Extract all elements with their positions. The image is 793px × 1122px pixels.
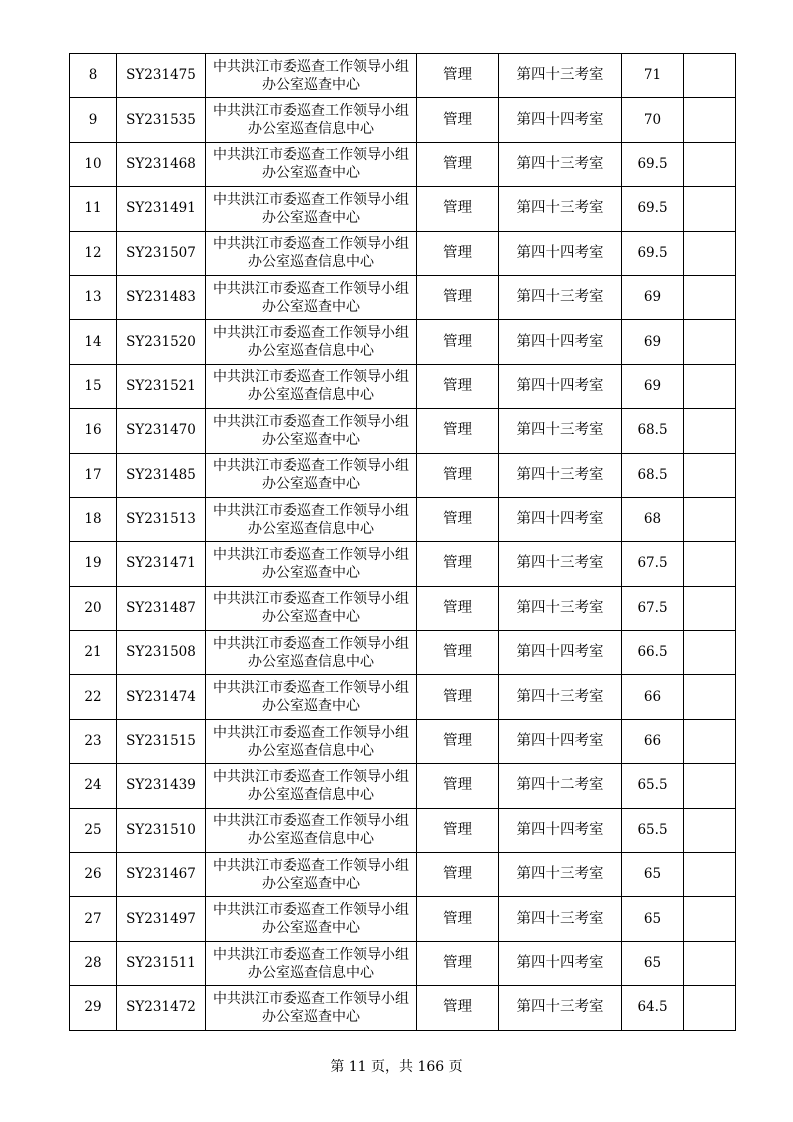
score-cell: 66.5 <box>622 631 684 675</box>
category-cell: 管理 <box>417 897 499 941</box>
row-number-cell: 11 <box>70 187 117 231</box>
row-number-cell: 18 <box>70 497 117 541</box>
category-cell: 管理 <box>417 187 499 231</box>
unit-line-1: 中共洪江市委巡查工作领导小组 <box>213 546 409 563</box>
unit-cell <box>206 453 417 497</box>
unit-cell <box>206 808 417 852</box>
category-cell: 管理 <box>417 320 499 364</box>
unit-line-2: 办公室巡查信息中心 <box>248 964 374 981</box>
exam-room-cell: 第四十三考室 <box>499 275 622 319</box>
table-row <box>70 364 736 408</box>
exam-room-cell: 第四十四考室 <box>499 941 622 985</box>
unit-line-2: 办公室巡查中心 <box>262 476 360 493</box>
unit-line-2: 办公室巡查中心 <box>262 920 360 937</box>
table-row <box>70 941 736 985</box>
results-table-body <box>70 54 736 1031</box>
page-footer: 第 11 页，共 166 页 <box>330 1059 463 1075</box>
category-cell: 管理 <box>417 98 499 142</box>
unit-line-2: 办公室巡查中心 <box>262 698 360 715</box>
exam-room-cell: 第四十四考室 <box>499 364 622 408</box>
unit-cell <box>206 631 417 675</box>
exam-room-cell: 第四十二考室 <box>499 764 622 808</box>
remark-cell <box>684 808 736 852</box>
score-cell: 68.5 <box>622 409 684 453</box>
score-cell: 70 <box>622 98 684 142</box>
exam-room-cell: 第四十三考室 <box>499 542 622 586</box>
unit-line-2: 办公室巡查信息中心 <box>248 387 374 404</box>
candidate-id-cell: SY231471 <box>117 542 206 586</box>
exam-room-cell: 第四十三考室 <box>499 54 622 98</box>
table-row <box>70 897 736 941</box>
unit-line-2: 办公室巡查信息中心 <box>248 742 374 759</box>
unit-cell <box>206 542 417 586</box>
candidate-id-cell: SY231511 <box>117 941 206 985</box>
candidate-id-cell: SY231470 <box>117 409 206 453</box>
unit-line-2: 办公室巡查信息中心 <box>248 653 374 670</box>
unit-cell <box>206 142 417 186</box>
score-cell: 67.5 <box>622 586 684 630</box>
unit-cell <box>206 719 417 763</box>
exam-room-cell: 第四十三考室 <box>499 409 622 453</box>
remark-cell <box>684 98 736 142</box>
exam-room-cell: 第四十四考室 <box>499 808 622 852</box>
candidate-id-cell: SY231491 <box>117 187 206 231</box>
row-number-cell: 10 <box>70 142 117 186</box>
row-number-cell: 15 <box>70 364 117 408</box>
score-cell: 68 <box>622 497 684 541</box>
table-row <box>70 853 736 897</box>
exam-room-cell: 第四十三考室 <box>499 187 622 231</box>
row-number-cell: 8 <box>70 54 117 98</box>
score-cell: 67.5 <box>622 542 684 586</box>
exam-room-cell: 第四十四考室 <box>499 631 622 675</box>
remark-cell <box>684 764 736 808</box>
unit-line-1: 中共洪江市委巡查工作领导小组 <box>213 191 409 208</box>
exam-room-cell: 第四十三考室 <box>499 897 622 941</box>
unit-line-1: 中共洪江市委巡查工作领导小组 <box>213 724 409 741</box>
category-cell: 管理 <box>417 764 499 808</box>
unit-line-2: 办公室巡查信息中心 <box>248 831 374 848</box>
exam-room-cell: 第四十三考室 <box>499 453 622 497</box>
row-number-cell: 27 <box>70 897 117 941</box>
table-row <box>70 631 736 675</box>
remark-cell <box>684 54 736 98</box>
score-cell: 69 <box>622 320 684 364</box>
unit-line-2: 办公室巡查中心 <box>262 609 360 626</box>
row-number-cell: 14 <box>70 320 117 364</box>
category-cell: 管理 <box>417 497 499 541</box>
category-cell: 管理 <box>417 142 499 186</box>
candidate-id-cell: SY231510 <box>117 808 206 852</box>
score-cell: 69.5 <box>622 187 684 231</box>
row-number-cell: 21 <box>70 631 117 675</box>
unit-line-2: 办公室巡查中心 <box>262 1008 360 1025</box>
category-cell: 管理 <box>417 275 499 319</box>
exam-room-cell: 第四十四考室 <box>499 719 622 763</box>
category-cell: 管理 <box>417 364 499 408</box>
exam-room-cell: 第四十四考室 <box>499 497 622 541</box>
score-cell: 71 <box>622 54 684 98</box>
row-number-cell: 28 <box>70 941 117 985</box>
remark-cell <box>684 453 736 497</box>
table-row <box>70 497 736 541</box>
unit-line-2: 办公室巡查中心 <box>262 875 360 892</box>
score-cell: 66 <box>622 719 684 763</box>
unit-cell <box>206 409 417 453</box>
unit-cell <box>206 497 417 541</box>
unit-cell <box>206 986 417 1030</box>
candidate-id-cell: SY231535 <box>117 98 206 142</box>
unit-cell <box>206 853 417 897</box>
row-number-cell: 25 <box>70 808 117 852</box>
table-row <box>70 409 736 453</box>
table-row <box>70 542 736 586</box>
unit-line-1: 中共洪江市委巡查工作领导小组 <box>213 635 409 652</box>
candidate-id-cell: SY231475 <box>117 54 206 98</box>
unit-cell <box>206 98 417 142</box>
score-cell: 65 <box>622 897 684 941</box>
score-cell: 66 <box>622 675 684 719</box>
unit-line-1: 中共洪江市委巡查工作领导小组 <box>213 502 409 519</box>
row-number-cell: 23 <box>70 719 117 763</box>
score-cell: 69 <box>622 364 684 408</box>
unit-cell <box>206 54 417 98</box>
unit-line-1: 中共洪江市委巡查工作领导小组 <box>213 857 409 874</box>
unit-line-2: 办公室巡查中心 <box>262 564 360 581</box>
unit-line-1: 中共洪江市委巡查工作领导小组 <box>213 58 409 75</box>
score-cell: 69 <box>622 275 684 319</box>
unit-line-1: 中共洪江市委巡查工作领导小组 <box>213 990 409 1007</box>
candidate-id-cell: SY231520 <box>117 320 206 364</box>
unit-line-2: 办公室巡查中心 <box>262 165 360 182</box>
table-row <box>70 54 736 98</box>
unit-cell <box>206 941 417 985</box>
exam-room-cell: 第四十三考室 <box>499 586 622 630</box>
category-cell: 管理 <box>417 631 499 675</box>
score-cell: 68.5 <box>622 453 684 497</box>
category-cell: 管理 <box>417 542 499 586</box>
unit-cell <box>206 675 417 719</box>
table-row <box>70 187 736 231</box>
category-cell: 管理 <box>417 409 499 453</box>
score-cell: 69.5 <box>622 231 684 275</box>
table-row <box>70 275 736 319</box>
category-cell: 管理 <box>417 941 499 985</box>
remark-cell <box>684 542 736 586</box>
candidate-id-cell: SY231485 <box>117 453 206 497</box>
category-cell: 管理 <box>417 808 499 852</box>
unit-cell <box>206 586 417 630</box>
exam-room-cell: 第四十四考室 <box>499 98 622 142</box>
table-row <box>70 808 736 852</box>
candidate-id-cell: SY231472 <box>117 986 206 1030</box>
remark-cell <box>684 719 736 763</box>
remark-cell <box>684 409 736 453</box>
table-row <box>70 142 736 186</box>
remark-cell <box>684 320 736 364</box>
category-cell: 管理 <box>417 986 499 1030</box>
candidate-id-cell: SY231515 <box>117 719 206 763</box>
remark-cell <box>684 675 736 719</box>
score-cell: 65.5 <box>622 764 684 808</box>
candidate-id-cell: SY231507 <box>117 231 206 275</box>
unit-line-2: 办公室巡查信息中心 <box>248 254 374 271</box>
category-cell: 管理 <box>417 853 499 897</box>
unit-line-1: 中共洪江市委巡查工作领导小组 <box>213 280 409 297</box>
unit-line-1: 中共洪江市委巡查工作领导小组 <box>213 147 409 164</box>
unit-cell <box>206 764 417 808</box>
row-number-cell: 13 <box>70 275 117 319</box>
unit-line-2: 办公室巡查信息中心 <box>248 520 374 537</box>
table-row <box>70 320 736 364</box>
row-number-cell: 16 <box>70 409 117 453</box>
exam-room-cell: 第四十三考室 <box>499 142 622 186</box>
remark-cell <box>684 187 736 231</box>
remark-cell <box>684 897 736 941</box>
unit-cell <box>206 275 417 319</box>
table-row <box>70 986 736 1030</box>
row-number-cell: 26 <box>70 853 117 897</box>
unit-line-1: 中共洪江市委巡查工作领导小组 <box>213 946 409 963</box>
category-cell: 管理 <box>417 586 499 630</box>
unit-line-1: 中共洪江市委巡查工作领导小组 <box>213 103 409 120</box>
candidate-id-cell: SY231474 <box>117 675 206 719</box>
row-number-cell: 19 <box>70 542 117 586</box>
unit-line-2: 办公室巡查中心 <box>262 209 360 226</box>
row-number-cell: 9 <box>70 98 117 142</box>
unit-line-1: 中共洪江市委巡查工作领导小组 <box>213 325 409 342</box>
remark-cell <box>684 231 736 275</box>
results-table <box>69 53 736 1031</box>
category-cell: 管理 <box>417 719 499 763</box>
row-number-cell: 17 <box>70 453 117 497</box>
unit-line-1: 中共洪江市委巡查工作领导小组 <box>213 591 409 608</box>
unit-cell <box>206 231 417 275</box>
candidate-id-cell: SY231468 <box>117 142 206 186</box>
unit-line-2: 办公室巡查信息中心 <box>248 786 374 803</box>
score-cell: 64.5 <box>622 986 684 1030</box>
table-row <box>70 675 736 719</box>
candidate-id-cell: SY231521 <box>117 364 206 408</box>
candidate-id-cell: SY231513 <box>117 497 206 541</box>
score-cell: 65.5 <box>622 808 684 852</box>
row-number-cell: 24 <box>70 764 117 808</box>
row-number-cell: 20 <box>70 586 117 630</box>
unit-line-1: 中共洪江市委巡查工作领导小组 <box>213 813 409 830</box>
score-cell: 65 <box>622 853 684 897</box>
remark-cell <box>684 497 736 541</box>
candidate-id-cell: SY231508 <box>117 631 206 675</box>
table-row <box>70 453 736 497</box>
candidate-id-cell: SY231497 <box>117 897 206 941</box>
exam-room-cell: 第四十三考室 <box>499 853 622 897</box>
row-number-cell: 22 <box>70 675 117 719</box>
category-cell: 管理 <box>417 675 499 719</box>
remark-cell <box>684 986 736 1030</box>
score-cell: 65 <box>622 941 684 985</box>
exam-room-cell: 第四十三考室 <box>499 675 622 719</box>
category-cell: 管理 <box>417 453 499 497</box>
unit-line-1: 中共洪江市委巡查工作领导小组 <box>213 413 409 430</box>
remark-cell <box>684 941 736 985</box>
category-cell: 管理 <box>417 54 499 98</box>
score-cell: 69.5 <box>622 142 684 186</box>
remark-cell <box>684 586 736 630</box>
candidate-id-cell: SY231483 <box>117 275 206 319</box>
remark-cell <box>684 631 736 675</box>
unit-cell <box>206 364 417 408</box>
table-row <box>70 586 736 630</box>
category-cell: 管理 <box>417 231 499 275</box>
unit-line-1: 中共洪江市委巡查工作领导小组 <box>213 458 409 475</box>
row-number-cell: 12 <box>70 231 117 275</box>
unit-line-1: 中共洪江市委巡查工作领导小组 <box>213 680 409 697</box>
unit-line-2: 办公室巡查中心 <box>262 298 360 315</box>
table-row <box>70 764 736 808</box>
row-number-cell: 29 <box>70 986 117 1030</box>
candidate-id-cell: SY231439 <box>117 764 206 808</box>
unit-line-2: 办公室巡查中心 <box>262 76 360 93</box>
exam-room-cell: 第四十四考室 <box>499 320 622 364</box>
candidate-id-cell: SY231467 <box>117 853 206 897</box>
table-row <box>70 231 736 275</box>
table-row <box>70 98 736 142</box>
unit-cell <box>206 320 417 364</box>
candidate-id-cell: SY231487 <box>117 586 206 630</box>
remark-cell <box>684 364 736 408</box>
unit-line-2: 办公室巡查信息中心 <box>248 121 374 138</box>
remark-cell <box>684 853 736 897</box>
unit-line-1: 中共洪江市委巡查工作领导小组 <box>213 369 409 386</box>
remark-cell <box>684 142 736 186</box>
unit-line-2: 办公室巡查信息中心 <box>248 343 374 360</box>
table-row <box>70 719 736 763</box>
unit-line-2: 办公室巡查中心 <box>262 431 360 448</box>
unit-cell <box>206 187 417 231</box>
unit-line-1: 中共洪江市委巡查工作领导小组 <box>213 768 409 785</box>
remark-cell <box>684 275 736 319</box>
unit-cell <box>206 897 417 941</box>
unit-line-1: 中共洪江市委巡查工作领导小组 <box>213 236 409 253</box>
unit-line-1: 中共洪江市委巡查工作领导小组 <box>213 902 409 919</box>
exam-room-cell: 第四十三考室 <box>499 986 622 1030</box>
exam-room-cell: 第四十四考室 <box>499 231 622 275</box>
